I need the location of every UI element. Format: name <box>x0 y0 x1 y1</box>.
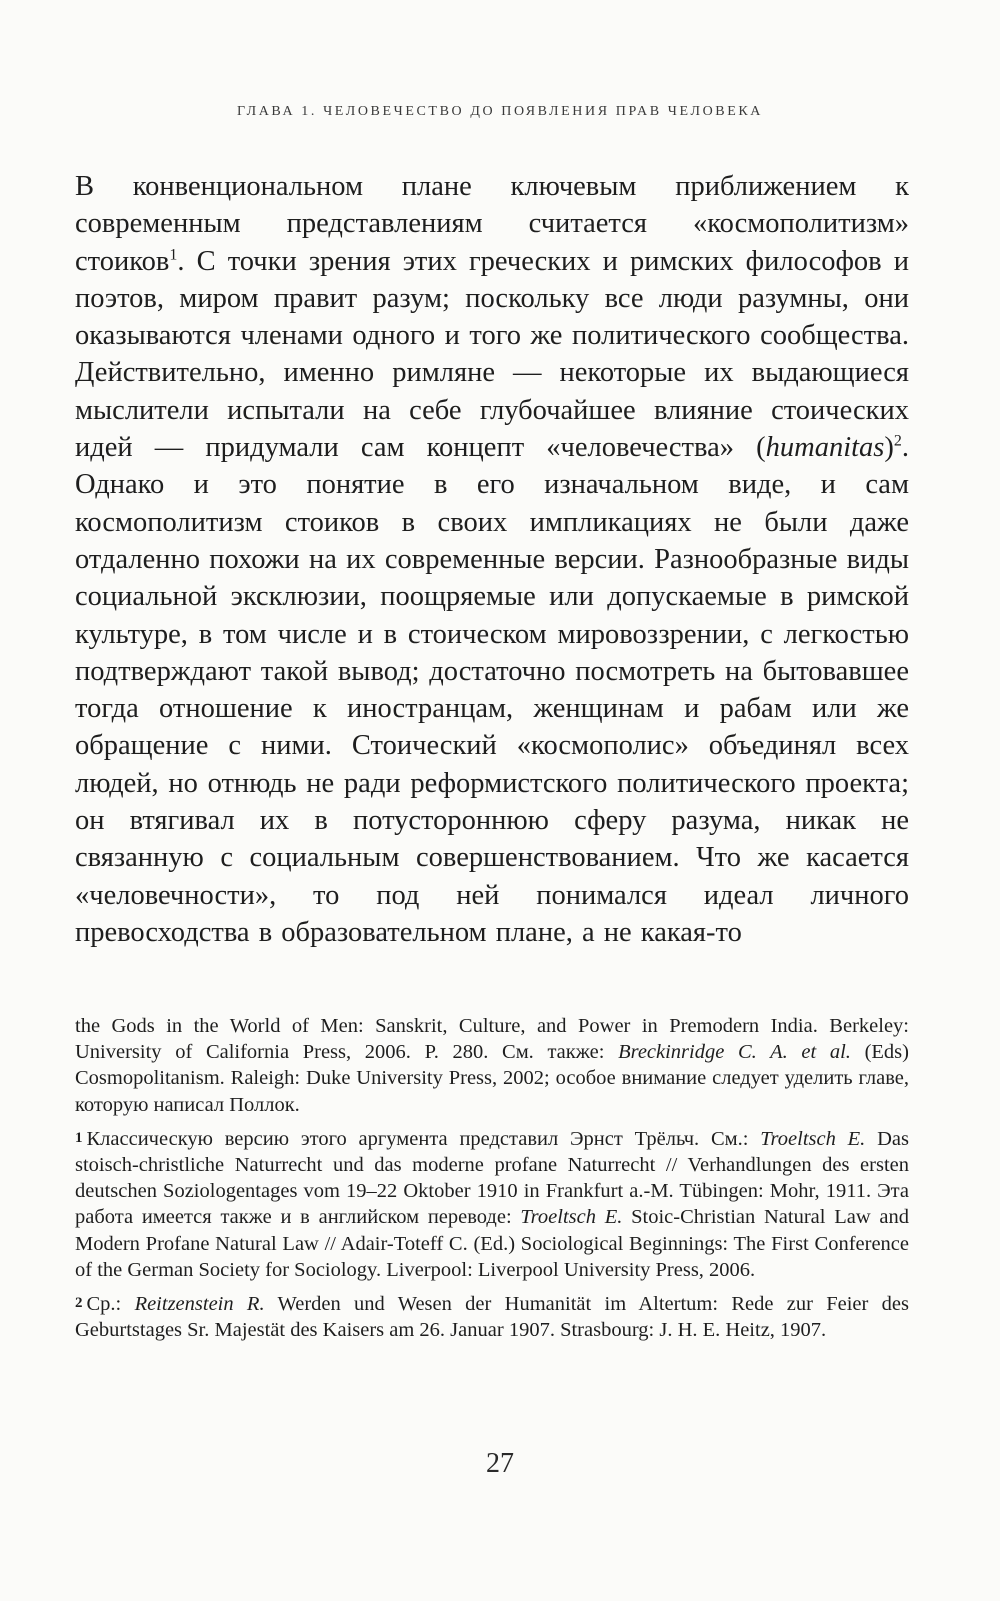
page-number: 27 <box>486 1448 514 1479</box>
footnote-author: Troeltsch E. <box>760 1127 866 1150</box>
paragraph-text-4: . Однако и это понятие в его изначальном виде, и сам космополитизм стоиков в своих импликациях не были даже отдаленно похожи на их современные версии. Разнообразные виды социальной эксклюзии, поощряемые или допускаемые в римской культуре, в том числе и в стоическом мировоззрении, с легкостью подтверждают такой вывод; достаточно посмотреть на бытовавшее тогда отношение к иностранцам, женщинам и рабам или же обращение с ними. Стоический «космополис» объединял всех людей, но отнюдь не ради реформистского политического проекта; он втягивал их в потустороннюю сферу разума, никак не связанную с социальным совершенствованием. Что же касается «человечности», то под ней понимался идеал личного превосходства в образовательном плане, а не какая-то <box>75 432 909 948</box>
footnote-2 <box>75 1290 909 1343</box>
footnote-text: Stoic-Christian Natural Law and Modern Profane Natural Law // Adair-Toteff C. (Ed.) Sociological Beginnings: The First Conference of the German Society for Sociology. Liverpool: Liverpool University Press, 2006. <box>75 1206 909 1281</box>
footnote-number: 2 <box>75 1295 83 1312</box>
footnote-text: the Gods in the World of Men: Sanskrit, Culture, and Power in Premodern India. Berkeley: University of California Press, 2006. P. 280. См. также: <box>75 1015 909 1064</box>
running-head: ГЛАВА 1. ЧЕЛОВЕЧЕСТВО ДО ПОЯВЛЕНИЯ ПРАВ ЧЕЛОВЕКА <box>236 104 764 119</box>
footnote-author: Breckinridge C. A. et al. <box>618 1041 851 1064</box>
footnote-ref-1: 1 <box>169 246 178 264</box>
footnote-continuation <box>75 1013 909 1118</box>
main-paragraph <box>75 168 909 951</box>
paragraph-text-2: . С точки зрения этих греческих и римских философов и поэтов, миром правит разум; поскольку все люди разумны, они оказываются членами одного и того же политического сообщества. Действительно, именно римляне — некоторые их выдающиеся мыслители испытали на себе глубочайшее влияние стоических идей — придумали сам концепт «человечества» ( <box>75 245 909 464</box>
footnote-ref-2: 2 <box>893 432 902 450</box>
footnote-text: Ср.: <box>86 1293 135 1316</box>
italic-term: humanitas <box>765 432 885 464</box>
footnote-1 <box>75 1125 909 1283</box>
footnote-author: Troeltsch E. <box>520 1206 623 1229</box>
footnote-number: 1 <box>75 1129 83 1146</box>
footnote-text: (Eds) Cosmopolitanism. Raleigh: Duke University Press, 2002; особое внимание следует уделить главе, которую написал Поллок. <box>75 1041 909 1116</box>
paragraph-text-1: В конвенциональном плане ключевым приближением к современным представлениям считается «космополитизм» стоиков <box>75 171 909 277</box>
footnote-text: Werden und Wesen der Humanität im Altertum: Rede zur Feier des Geburtstages Sr. Majestät des Kaisers am 26. Januar 1907. Strasbourg: J. H. E. Heitz, 1907. <box>75 1293 909 1342</box>
footnote-author: Reitzenstein R. <box>134 1293 265 1316</box>
paragraph-text-3: ) <box>884 432 894 464</box>
footnote-text: Классическую версию этого аргумента представил Эрнст Трёльч. См.: <box>86 1127 761 1150</box>
footnotes <box>75 1013 909 1350</box>
footnote-text: Das stoisch-christliche Naturrecht und das moderne profane Naturrecht // Verhandlungen des ersten deutschen Soziologentages vom 19–22 Oktober 1910 in Frankfurt a.-M. Tübingen: Mohr, 1911. Эта работа имеется также и в английском переводе: <box>75 1127 909 1229</box>
